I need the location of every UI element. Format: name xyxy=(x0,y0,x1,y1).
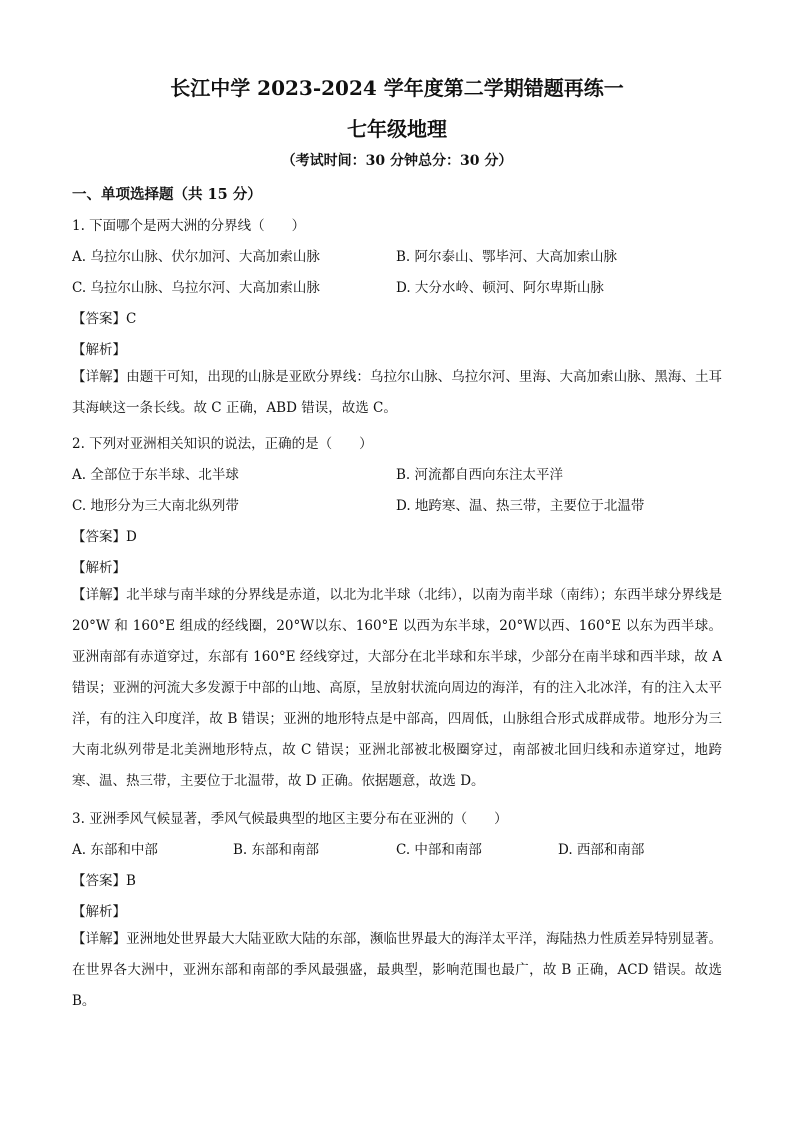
question-2-detail: 【详解】北半球与南半球的分界线是赤道，以北为北半球（北纬），以南为南半球（南纬）；东西半球分界线是 20°W 和 160°E 组成的经线圈，20°W以东、160°E 以西为东半球，20°W以西、160°E 以东为西半球。亚洲南部有赤道穿过，东部有 160°E 经线穿过，大部分在北半球和东半球，少部分在南半球和西半球，故 A 错误；亚洲的河流大多发源于中部的山地、高原，呈放射状流向周边的海洋，有的注入北冰洋，有的注入太平洋，有的注入印度洋，故 B 错误；亚洲的地形特点是中部高，四周低，山脉组合形式成群成带。地形分为三大南北纵列带是北美洲地形特点，故 C 错误；亚洲北部被北极圈穿过，南部被北回归线和赤道穿过，地跨寒、温、热三带，主要位于北温带，故 D 正确。依据题意，故选 D。 xyxy=(72,587,722,789)
question-3-detail: 【详解】亚洲地处世界最大大陆亚欧大陆的东部，濒临世界最大的海洋太平洋，海陆热力性质差异特别显著。在世界各大洲中，亚洲东部和南部的季风最强盛，最典型，影响范围也最广，故 B 正确，ACD 错误。故选 B。 xyxy=(72,931,722,1009)
exam-subtitle: 七年级地理 xyxy=(347,117,447,141)
question-1-answer: 【答案】C xyxy=(72,311,137,327)
question-2-option-a: A. 全部位于东半球、北半球 xyxy=(72,467,239,483)
question-2-option-c: C. 地形分为三大南北纵列带 xyxy=(72,498,239,514)
question-2-answer: 【答案】D xyxy=(72,529,137,545)
question-1-stem: 1. 下面哪个是两大洲的分界线（ ） xyxy=(72,218,306,234)
question-3-option-b: B. 东部和南部 xyxy=(233,842,320,858)
question-3-analysis-label: 【解析】 xyxy=(72,904,126,920)
question-3-option-c: C. 中部和南部 xyxy=(396,842,482,858)
question-3-option-a: A. 东部和中部 xyxy=(72,842,158,858)
question-2-stem: 2. 下列对亚洲相关知识的说法，正确的是（ ） xyxy=(72,436,373,452)
question-2-analysis-label: 【解析】 xyxy=(72,560,126,576)
question-1-option-b: B. 阿尔泰山、鄂毕河、大高加索山脉 xyxy=(396,249,618,265)
question-2-option-b: B. 河流都自西向东注太平洋 xyxy=(396,467,564,483)
question-1-option-a: A. 乌拉尔山脉、伏尔加河、大高加索山脉 xyxy=(72,249,320,265)
question-3-option-d: D. 西部和南部 xyxy=(558,842,645,858)
question-1-option-d: D. 大分水岭、顿河、阿尔卑斯山脉 xyxy=(396,280,604,296)
exam-info: （考试时间：30 分钟总分：30 分） xyxy=(281,153,513,169)
section-title: 一、单项选择题（共 15 分） xyxy=(72,186,262,203)
question-1-option-c: C. 乌拉尔山脉、乌拉尔河、大高加索山脉 xyxy=(72,280,320,296)
question-3-stem: 3. 亚洲季风气候显著，季风气候最典型的地区主要分布在亚洲的（ ） xyxy=(72,811,508,827)
question-1-analysis-label: 【解析】 xyxy=(72,342,126,358)
question-2-option-d: D. 地跨寒、温、热三带，主要位于北温带 xyxy=(396,498,645,514)
exam-title: 长江中学 2023-2024 学年度第二学期错题再练一 xyxy=(170,76,624,100)
question-1-detail: 【详解】由题干可知，出现的山脉是亚欧分界线：乌拉尔山脉、乌拉尔河、里海、大高加索山脉、黑海、土耳其海峡这一条长线。故 C 正确，ABD 错误，故选 C。 xyxy=(72,369,722,416)
question-3-answer: 【答案】B xyxy=(72,873,136,889)
